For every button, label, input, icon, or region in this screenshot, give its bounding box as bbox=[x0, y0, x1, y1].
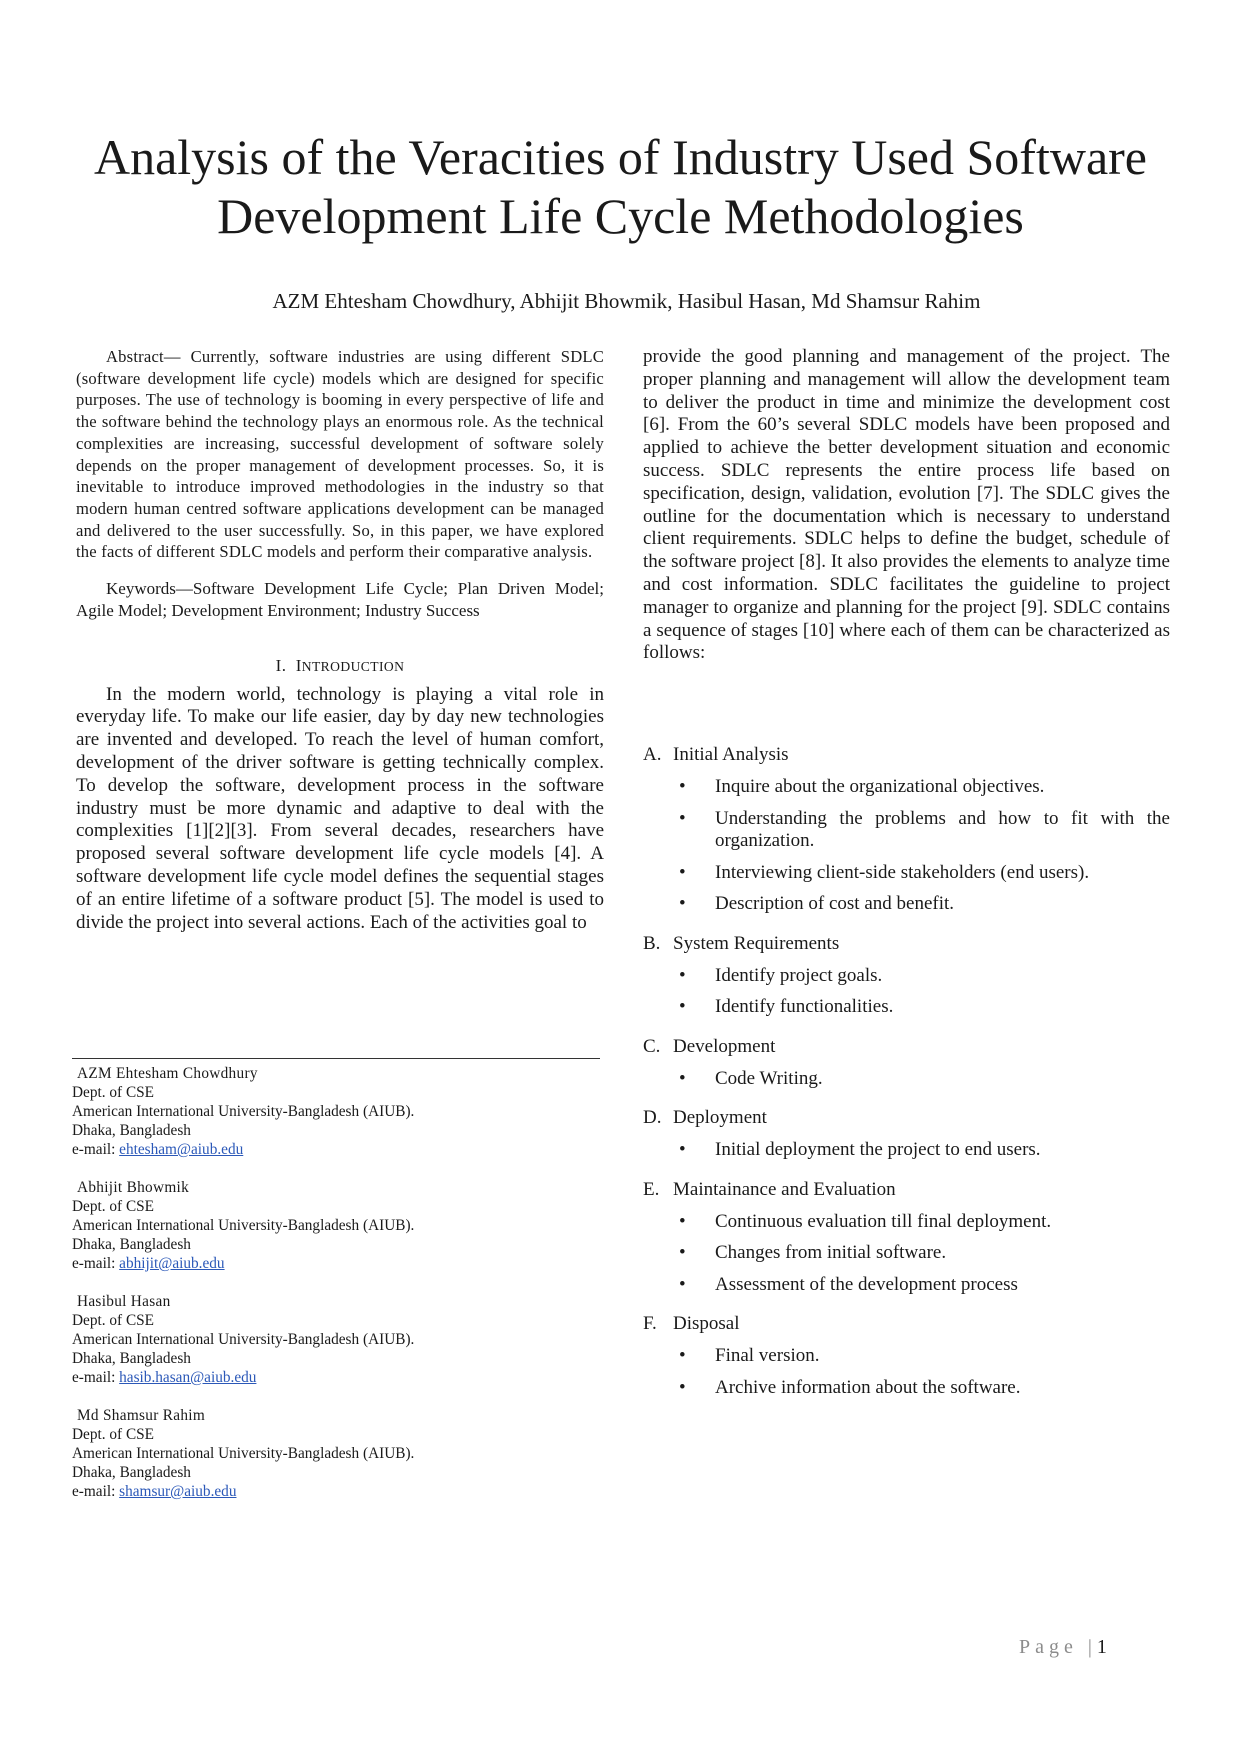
stage-title: System Requirements bbox=[673, 932, 840, 954]
stage-bullet-list bbox=[643, 1068, 1170, 1091]
affiliation-university: American International University-Bangladesh (AIUB). bbox=[72, 1331, 415, 1348]
title-line-1: Analysis of the Veracities of Industry Used Software bbox=[93, 129, 1147, 185]
affiliation-email-row bbox=[72, 1254, 600, 1273]
list-item-text: Understanding the problems and how to fit with the organization. bbox=[715, 807, 1170, 851]
sdlc-stage bbox=[643, 1312, 1170, 1399]
bullet-icon: • bbox=[679, 807, 686, 829]
bullet-icon: • bbox=[679, 1139, 686, 1160]
affiliation-block bbox=[72, 1064, 600, 1159]
list-item-text: Changes from initial software. bbox=[715, 1242, 947, 1263]
list-item-text: Archive information about the software. bbox=[715, 1376, 1021, 1398]
list-item-text: Interviewing client-side stakeholders (end users). bbox=[715, 861, 1090, 883]
list-item bbox=[643, 1139, 1170, 1162]
sdlc-stage bbox=[643, 932, 1170, 1019]
footnote-divider bbox=[72, 1058, 600, 1059]
affiliation-name: Abhijit Bhowmik bbox=[77, 1179, 190, 1196]
affiliation-dept: Dept. of CSE bbox=[72, 1198, 155, 1215]
stage-bullet-list bbox=[643, 1139, 1170, 1162]
email-label: e-mail: bbox=[72, 1255, 120, 1272]
list-item bbox=[643, 893, 1170, 916]
affiliation-block bbox=[72, 1292, 600, 1387]
affiliation-dept: Dept. of CSE bbox=[72, 1084, 155, 1101]
affiliation-dept: Dept. of CSE bbox=[72, 1312, 155, 1329]
list-item-text: Assessment of the development process bbox=[715, 1273, 1018, 1295]
title-line-2: Development Life Cycle Methodologies bbox=[217, 188, 1024, 244]
affiliation-email-row bbox=[72, 1368, 600, 1387]
bullet-icon: • bbox=[679, 776, 686, 797]
section-number: I. bbox=[275, 655, 287, 675]
bullet-icon: • bbox=[679, 893, 686, 914]
page-number-footer bbox=[1019, 1636, 1107, 1659]
affiliation-name: Md Shamsur Rahim bbox=[77, 1407, 206, 1424]
bullet-icon: • bbox=[679, 1067, 686, 1089]
bullet-icon: • bbox=[679, 861, 686, 883]
affiliation-email-row bbox=[72, 1140, 600, 1159]
list-item-text: Continuous evaluation till final deployment. bbox=[715, 1210, 1052, 1232]
stage-letter: D. bbox=[643, 1107, 662, 1128]
stage-heading bbox=[643, 1106, 1170, 1130]
paper-title bbox=[0, 128, 1241, 246]
affiliation-university: American International University-Bangladesh (AIUB). bbox=[72, 1103, 415, 1120]
list-item-text: Identify functionalities. bbox=[715, 996, 894, 1017]
section-title-initial: I bbox=[295, 655, 302, 675]
list-item bbox=[643, 1211, 1170, 1234]
section-heading-introduction bbox=[76, 656, 604, 676]
email-link[interactable]: shamsur@aiub.edu bbox=[119, 1483, 237, 1500]
affiliation-email-row bbox=[72, 1482, 600, 1501]
page-separator: | bbox=[1087, 1636, 1097, 1658]
affiliation-university: American International University-Bangladesh (AIUB). bbox=[72, 1445, 415, 1462]
right-column bbox=[643, 346, 1170, 665]
list-item bbox=[643, 1377, 1170, 1400]
sdlc-stage-list bbox=[643, 743, 1170, 1415]
list-item-text: Identify project goals. bbox=[715, 964, 883, 986]
introduction-continuation: provide the good planning and management of the project. The proper planning and management will allow the development team to deliver the product in time and minimize the development cost [6]. From the 60’s several SDLC models have been proposed and applied to achieve the better development situation and economic success. SDLC represents the entire process life based on specification, design, validation, evolution [7]. The SDLC gives the outline for the documentation which is necessary to understand client requirements. SDLC helps to define the budget, schedule of the software project [8]. It also provides the elements to analyze time and cost information. SDLC facilitates the guideline to project manager to organize and planning for the project [9]. SDLC contains a sequence of stages [10] where each of them can be characterized as follows: bbox=[643, 346, 1170, 664]
affiliation-name: Hasibul Hasan bbox=[77, 1293, 171, 1310]
left-column bbox=[76, 346, 604, 934]
stage-letter: C. bbox=[643, 1035, 661, 1057]
affiliation-block bbox=[72, 1406, 600, 1501]
affiliation-city: Dhaka, Bangladesh bbox=[72, 1464, 191, 1481]
list-item bbox=[643, 808, 1170, 853]
abstract: Abstract— Currently, software industries are using different SDLC (software development life cycle) models which are designed for specific purposes. The use of technology is booming in every perspective of life and the software behind the technology plays an enormous role. As the technical complexities are increasing, successful development of software solely depends on the proper management of development processes. So, it is inevitable to introduce improved methodologies in the industry so that modern human centred software applications development can be managed and delivered to the user successfully. So, in this paper, we have explored the facts of different SDLC models and perform their comparative analysis. bbox=[76, 347, 604, 562]
stage-title: Initial Analysis bbox=[673, 744, 789, 765]
bullet-icon: • bbox=[679, 1210, 686, 1232]
stage-letter: B. bbox=[643, 932, 661, 954]
bullet-icon: • bbox=[679, 1273, 686, 1295]
stage-bullet-list bbox=[643, 965, 1170, 1019]
list-item bbox=[643, 776, 1170, 799]
keywords: Keywords—Software Development Life Cycle; Plan Driven Model; Agile Model; Development Environment; Industry Success bbox=[76, 579, 604, 620]
introduction-paragraph: In the modern world, technology is playing a vital role in everyday life. To make our life easier, day by day new technologies are invented and developed. To reach the level of human comfort, development of the driver software is getting technically complex. To develop the software, development process in the software industry must be more dynamic and adaptive to deal with the complexities [1][2][3]. From several decades, researchers have proposed several software development life cycle models [4]. A software development life cycle model defines the sequential stages of an entire lifetime of a software product [5]. The model is used to divide the project into several actions. Each of the activities goal to bbox=[76, 683, 604, 933]
list-item-text: Description of cost and benefit. bbox=[715, 893, 955, 914]
bullet-icon: • bbox=[679, 964, 686, 986]
stage-letter: E. bbox=[643, 1178, 660, 1200]
page-number: 1 bbox=[1096, 1636, 1107, 1658]
list-item-text: Code Writing. bbox=[715, 1067, 823, 1089]
affiliation-dept: Dept. of CSE bbox=[72, 1426, 155, 1443]
list-item-text: Initial deployment the project to end users. bbox=[715, 1139, 1041, 1160]
section-title-rest: NTRODUCTION bbox=[301, 658, 405, 674]
affiliation-name: AZM Ehtesham Chowdhury bbox=[77, 1065, 258, 1082]
affiliation-block bbox=[72, 1178, 600, 1273]
list-item bbox=[643, 996, 1170, 1019]
sdlc-stage bbox=[643, 1035, 1170, 1091]
stage-letter: A. bbox=[643, 744, 662, 765]
list-item bbox=[643, 1345, 1170, 1368]
list-item bbox=[643, 1242, 1170, 1265]
stage-title: Deployment bbox=[673, 1107, 767, 1128]
list-item-text: Inquire about the organizational objectives. bbox=[715, 776, 1045, 797]
affiliation-city: Dhaka, Bangladesh bbox=[72, 1350, 191, 1367]
bullet-icon: • bbox=[679, 1242, 686, 1263]
email-link[interactable]: abhijit@aiub.edu bbox=[119, 1255, 225, 1272]
stage-title: Maintainance and Evaluation bbox=[673, 1178, 896, 1200]
list-item bbox=[643, 862, 1170, 885]
stage-title: Disposal bbox=[673, 1313, 740, 1334]
author-list: AZM Ehtesham Chowdhury, Abhijit Bhowmik, Hasibul Hasan, Md Shamsur Rahim bbox=[272, 289, 981, 313]
stage-heading bbox=[643, 1178, 1170, 1202]
email-label: e-mail: bbox=[72, 1141, 120, 1158]
list-item bbox=[643, 965, 1170, 988]
page-label: Page bbox=[1019, 1636, 1078, 1658]
list-item-text: Final version. bbox=[715, 1345, 820, 1366]
stage-heading bbox=[643, 743, 1170, 767]
sdlc-stage bbox=[643, 1106, 1170, 1162]
affiliation-university: American International University-Bangladesh (AIUB). bbox=[72, 1217, 415, 1234]
stage-bullet-list bbox=[643, 776, 1170, 916]
stage-bullet-list bbox=[643, 1345, 1170, 1399]
bullet-icon: • bbox=[679, 996, 686, 1017]
bullet-icon: • bbox=[679, 1376, 686, 1398]
stage-title: Development bbox=[673, 1035, 776, 1057]
affiliation-city: Dhaka, Bangladesh bbox=[72, 1236, 191, 1253]
list-item bbox=[643, 1068, 1170, 1091]
sdlc-stage bbox=[643, 1178, 1170, 1297]
email-link[interactable]: ehtesham@aiub.edu bbox=[119, 1141, 244, 1158]
email-label: e-mail: bbox=[72, 1369, 120, 1386]
email-link[interactable]: hasib.hasan@aiub.edu bbox=[119, 1369, 257, 1386]
sdlc-stage bbox=[643, 743, 1170, 916]
affiliation-city: Dhaka, Bangladesh bbox=[72, 1122, 191, 1139]
email-label: e-mail: bbox=[72, 1483, 120, 1500]
list-item bbox=[643, 1274, 1170, 1297]
stage-heading bbox=[643, 1312, 1170, 1336]
stage-heading bbox=[643, 932, 1170, 956]
stage-heading bbox=[643, 1035, 1170, 1059]
bullet-icon: • bbox=[679, 1345, 686, 1366]
stage-letter: F. bbox=[643, 1313, 657, 1334]
author-affiliations bbox=[72, 1064, 600, 1520]
stage-bullet-list bbox=[643, 1211, 1170, 1297]
